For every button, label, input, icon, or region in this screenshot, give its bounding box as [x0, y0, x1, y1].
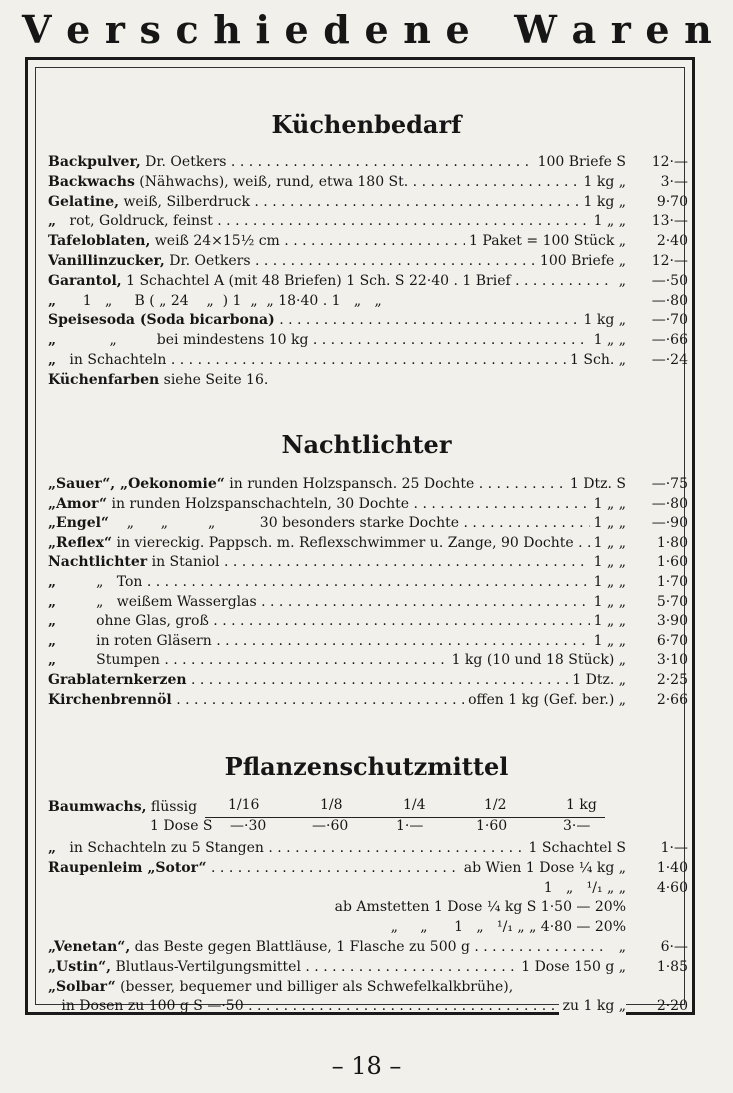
price-row — [48, 513, 688, 533]
item-name: Kirchenbrennöl — [48, 691, 172, 708]
item-text — [48, 533, 608, 553]
item-name: „ — [48, 613, 57, 630]
item-text — [48, 152, 608, 172]
item-text — [48, 172, 608, 192]
item-name: Tafeloblaten, — [48, 233, 151, 250]
item-desc: „ bei mindestens 10 kg — [56, 332, 309, 349]
item-price: —·70 — [651, 312, 688, 329]
item-name: „ — [48, 213, 57, 230]
item-desc: in Schachteln — [56, 352, 167, 368]
item-unit: 1 „ „ — [590, 533, 626, 553]
item-name: „Sauer“, „Oekonomie“ — [48, 476, 225, 492]
item-desc: flüssig — [146, 799, 198, 815]
price-row — [48, 533, 688, 553]
item-text — [48, 271, 608, 291]
item-price: —·90 — [651, 515, 688, 532]
item-name: „Ustin“, — [48, 958, 112, 975]
item-name: Grablaternkerzen — [48, 672, 187, 688]
price-row — [48, 878, 688, 898]
item-desc: 1 Schachtel A (mit 48 Briefen) 1 Sch. S 22·40 . 1 Brief — [121, 272, 511, 289]
item-unit: ab Amstetten 1 Dose ¼ kg S 1·50 — 20% — [331, 897, 626, 917]
price-row — [48, 330, 688, 350]
item-name: Nachtlichter — [48, 554, 148, 571]
item-price: —·50 — [651, 272, 688, 289]
item-price: —·75 — [651, 476, 688, 492]
item-price: 1·85 — [656, 958, 688, 975]
size-1-4: 1/4 — [403, 797, 426, 813]
section-title-kuechenbedarf: Küchenbedarf — [271, 110, 462, 139]
item-price: 1·60 — [656, 554, 688, 571]
item-unit: ab Wien 1 Dose ¼ kg „ — [460, 858, 626, 878]
item-text — [48, 977, 513, 997]
size-1-kg: 1 kg — [566, 797, 597, 813]
section-title-pflanzenschutzmittel: Pflanzenschutzmittel — [224, 752, 509, 781]
item-unit: 1 „ „ — [590, 631, 626, 651]
item-name: Garantol, — [48, 272, 122, 289]
header-letter: e — [645, 6, 670, 52]
item-price: 3·— — [660, 173, 688, 190]
price-row — [48, 350, 688, 370]
header-letter: c — [175, 6, 199, 52]
price-row — [48, 670, 688, 690]
item-unit: 1 „ „ — [590, 592, 626, 612]
item-name: Raupenleim „Sotor“ — [48, 859, 207, 876]
item-name: „ — [48, 292, 57, 309]
item-name: Vanillinzucker, — [48, 253, 165, 269]
price-row — [48, 838, 688, 858]
price-row — [48, 996, 688, 1016]
price-row — [48, 152, 688, 172]
item-unit: 1 Schachtel S — [525, 838, 626, 858]
price-row — [48, 310, 688, 330]
item-price: 2·25 — [656, 672, 688, 688]
price-1-16: —·30 — [230, 818, 267, 834]
size-1-8: 1/8 — [320, 797, 343, 813]
item-desc: weiß, Silberdruck — [119, 193, 250, 210]
item-price: 6·— — [660, 939, 688, 955]
item-unit: 1 Paket = 100 Stück „ — [465, 231, 626, 251]
item-name: „ — [48, 332, 57, 349]
item-price: —·66 — [651, 332, 688, 349]
price-row — [48, 231, 688, 251]
price-row — [48, 858, 688, 878]
item-desc: 1 „ B ( „ 24 „ ) 1 „ „ 18·40 . 1 „ „ — [56, 292, 382, 309]
header-letter: a — [571, 6, 597, 52]
item-desc: in Dosen zu 100 g S —·50 — [48, 998, 244, 1015]
item-name: „Solbar“ — [48, 978, 116, 995]
item-price: 5·70 — [656, 593, 688, 610]
item-text — [48, 251, 608, 271]
item-desc: Stumpen — [56, 652, 160, 669]
header-letter: V — [22, 6, 52, 52]
item-desc: siehe Seite 16. — [159, 371, 269, 388]
item-desc: in viereckig. Pappsch. m. Reflexschwimmer u. Zange, 90 Dochte — [112, 534, 574, 551]
item-text — [48, 611, 608, 631]
item-desc: Blutlaus-Vertilgungsmittel — [111, 958, 301, 975]
price-row — [48, 690, 688, 710]
item-name: „Reflex“ — [48, 534, 113, 551]
item-name: Baumwachs, — [48, 799, 147, 815]
header-letter: e — [364, 6, 389, 52]
price-row — [48, 251, 688, 271]
item-text — [48, 310, 608, 330]
item-price: 9·70 — [656, 193, 688, 210]
item-price: 4·60 — [656, 879, 688, 896]
item-price: 12·— — [651, 253, 688, 269]
item-name: „ — [48, 352, 57, 368]
item-text — [48, 370, 268, 390]
item-unit: 1 „ „ — [590, 513, 626, 533]
item-name: „ — [48, 840, 57, 856]
item-text — [48, 670, 608, 690]
item-text — [48, 494, 608, 514]
header-letter: s — [139, 6, 161, 52]
item-name: „ — [48, 574, 57, 590]
item-unit: „ „ 1 „ ¹/₁ „ „ 4·80 — 20% — [387, 917, 626, 937]
item-price: 6·70 — [656, 632, 688, 649]
item-unit: 1 „ „ — [590, 330, 626, 350]
item-text — [48, 211, 608, 231]
page-number: – 18 – — [331, 1052, 402, 1080]
item-text — [48, 513, 608, 533]
item-text — [48, 474, 608, 494]
item-price: 3·10 — [656, 652, 688, 669]
header-letter: e — [284, 6, 309, 52]
item-desc: in runden Holzspanschachteln, 30 Dochte — [107, 495, 410, 512]
item-unit: 1 „ „ — [590, 552, 626, 572]
item-unit: 1 kg „ — [579, 310, 626, 330]
header-letter: n — [684, 6, 712, 52]
header-letter: h — [213, 6, 241, 52]
price-row — [48, 917, 688, 937]
item-text — [48, 592, 608, 612]
item-text — [48, 572, 608, 592]
header-letter: n — [403, 6, 431, 52]
item-price: 12·— — [651, 154, 688, 170]
item-unit: 1 kg „ — [579, 172, 626, 192]
item-unit: 1 Sch. „ — [566, 350, 626, 370]
price-row — [48, 897, 688, 917]
price-row — [48, 977, 688, 997]
item-desc: in roten Gläsern — [56, 632, 212, 649]
item-text — [48, 291, 382, 311]
item-desc: ohne Glas, groß — [56, 613, 209, 630]
item-text — [48, 350, 608, 370]
price-row — [48, 211, 688, 231]
price-row — [48, 494, 688, 514]
price-row — [48, 592, 688, 612]
item-price: —·24 — [651, 352, 688, 368]
dose-label: 1 Dose S — [150, 818, 213, 834]
item-name: Gelatine, — [48, 193, 119, 210]
item-price: 1·40 — [656, 859, 688, 876]
item-name: „ — [48, 632, 57, 649]
header-letter: r — [104, 6, 125, 52]
item-unit: 1 Dtz. S — [566, 474, 626, 494]
item-text — [48, 552, 608, 572]
item-name: „Engel“ — [48, 515, 109, 532]
item-desc: in Schachteln zu 5 Stangen — [56, 840, 264, 856]
item-unit: zu 1 kg „ — [559, 996, 626, 1016]
item-price: 1·70 — [656, 574, 688, 590]
item-price: —·80 — [651, 495, 688, 512]
price-row — [48, 172, 688, 192]
price-row — [48, 650, 688, 670]
price-row — [48, 572, 688, 592]
price-row — [48, 271, 688, 291]
price-1-4: 1·— — [396, 818, 424, 834]
item-unit: „ — [615, 271, 626, 291]
item-desc: weiß 24×15½ cm — [150, 233, 280, 250]
item-unit: 1 kg „ — [579, 192, 626, 212]
item-desc: (Nähwachs), weiß, rund, etwa 180 St. — [134, 173, 409, 190]
price-row — [48, 957, 688, 977]
item-price: 2·40 — [656, 233, 688, 250]
price-row — [48, 631, 688, 651]
item-unit: 1 Dtz. „ — [568, 670, 626, 690]
price-row — [48, 291, 688, 311]
size-1-16: 1/16 — [228, 797, 260, 813]
item-price: 3·90 — [656, 613, 688, 630]
item-desc: das Beste gegen Blattläuse, 1 Flasche zu 500 g — [130, 939, 470, 955]
item-unit: 1 Dose 150 g „ — [517, 957, 626, 977]
header-letter: i — [255, 6, 270, 52]
item-name: Speisesoda (Soda bicarbona) — [48, 312, 275, 329]
item-name: „Venetan“, — [48, 939, 131, 955]
item-unit: 1 „ „ — [590, 611, 626, 631]
price-1-2: 1·60 — [476, 818, 508, 834]
item-unit: 1 „ „ — [590, 211, 626, 231]
price-1-kg: 3·— — [563, 818, 591, 834]
size-1-2: 1/2 — [484, 797, 507, 813]
item-unit: 1 „ „ — [590, 494, 626, 514]
item-text — [48, 192, 608, 212]
item-text — [48, 631, 608, 651]
page-header — [22, 6, 712, 52]
price-row — [48, 611, 688, 631]
item-price: 2·20 — [656, 998, 688, 1015]
item-unit: „ — [615, 937, 626, 957]
item-desc: „ „ „ 30 besonders starke Dochte — [108, 515, 460, 532]
item-name: Backpulver, — [48, 154, 141, 170]
price-1-8: —·60 — [312, 818, 349, 834]
header-letter: W — [514, 6, 557, 52]
item-desc: (besser, bequemer und billiger als Schwefelkalkbrühe), — [115, 978, 514, 995]
item-name: „ — [48, 652, 57, 669]
item-name: Küchenfarben — [48, 371, 160, 388]
header-letter: d — [323, 6, 350, 52]
item-desc: „ Ton — [56, 574, 143, 590]
item-unit: 1 „ „ — [590, 572, 626, 592]
item-desc: in Staniol — [147, 554, 220, 571]
item-price: 1·80 — [656, 534, 688, 551]
item-price: 2·66 — [656, 691, 688, 708]
header-letter: e — [445, 6, 470, 52]
item-name: „Amor“ — [48, 495, 108, 512]
price-row — [48, 474, 688, 494]
item-text — [48, 330, 608, 350]
item-desc: „ weißem Wasserglas — [56, 593, 257, 610]
item-name: „ — [48, 593, 57, 610]
item-unit: 100 Briefe S — [534, 152, 626, 172]
price-row — [48, 192, 688, 212]
item-text — [48, 996, 608, 1016]
item-unit: 1 „ ¹/₁ „ „ — [540, 878, 626, 898]
item-price: 1·— — [660, 840, 688, 856]
item-price: —·80 — [651, 292, 688, 309]
item-unit: 1 kg (10 und 18 Stück) „ — [448, 650, 626, 670]
price-row — [48, 370, 688, 390]
item-name: Backwachs — [48, 173, 135, 190]
item-desc: Dr. Oetkers — [140, 154, 227, 170]
item-unit: offen 1 kg (Gef. ber.) „ — [464, 690, 626, 710]
item-desc: in runden Holzspansch. 25 Dochte — [224, 476, 475, 492]
price-row — [48, 552, 688, 572]
price-row — [48, 937, 688, 957]
header-letter: e — [66, 6, 91, 52]
item-text — [48, 937, 608, 957]
item-desc: rot, Goldruck, feinst — [56, 213, 213, 230]
item-desc: Dr. Oetkers — [164, 253, 251, 269]
item-price: 13·— — [651, 213, 688, 230]
item-unit: 100 Briefe „ — [536, 251, 626, 271]
section-title-nachtlichter: Nachtlichter — [281, 430, 452, 459]
header-letter: r — [610, 6, 631, 52]
